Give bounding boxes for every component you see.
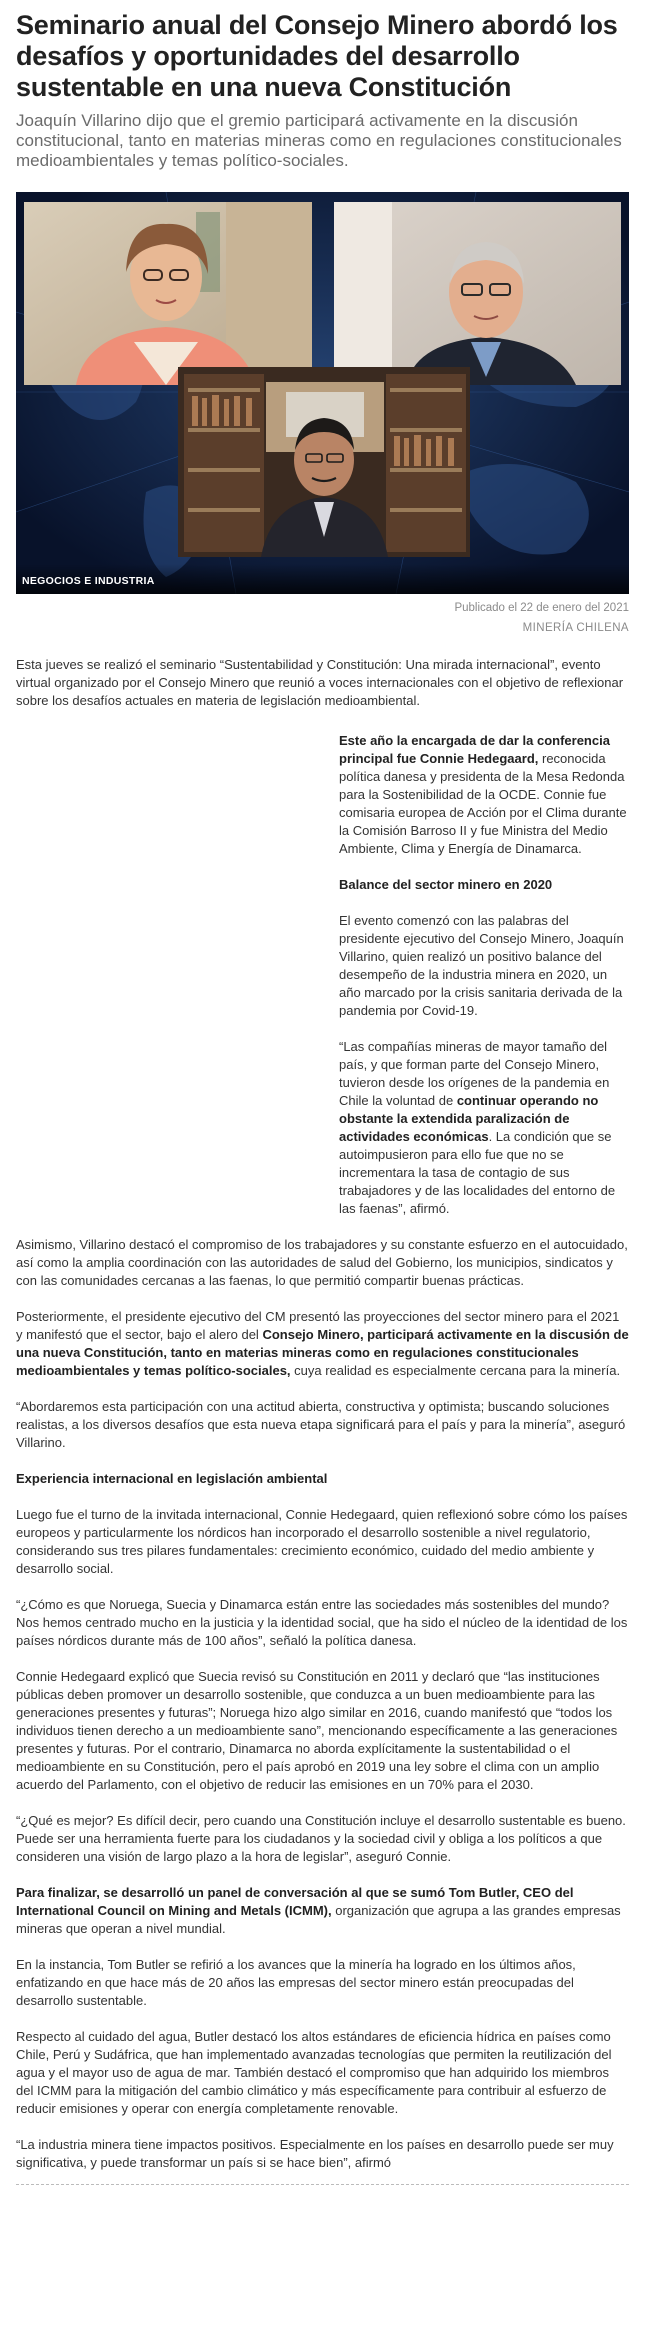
participant-2-video bbox=[334, 202, 621, 385]
hero-image[interactable] bbox=[16, 192, 629, 594]
paragraph-luego: Luego fue el turno de la invitada internacional, Connie Hedegaard, quien reflexionó sobre cómo los países europeos y particularmente los nórdicos han incorporado el desarrollo sostenible a nivel regulatorio, considerando sus tres pilares fundamentales: crecimiento económico, cuidado del medio ambiente y desarrollo social. bbox=[16, 1507, 628, 1576]
paragraph-como: “¿Cómo es que Noruega, Suecia y Dinamarca están entre las sociedades más sostenibles del mundo? Nos hemos centrado mucho en la justicia y la identidad social, que ha sido el núcleo de la identidad de los países nórdicos durante más de 100 años”, señaló la política danesa. bbox=[16, 1597, 628, 1648]
paragraph-intro: Esta jueves se realizó el seminario “Sustentabilidad y Constitución: Una mirada internacional”, evento virtual organizado por el Consejo Minero que reunió a voces internacionales con el objetivo de reflexionar sobre los desafíos actuales en materia de legislación medioambiental. bbox=[16, 657, 624, 708]
paragraph-balance: El evento comenzó con las palabras del presidente ejecutivo del Consejo Minero, Joaquín Villarino, quien realizó un positivo balance del desempeño de la industria minera en 2020, un año marcado por la crisis sanitaria derivada de la pandemia por Covid-19. bbox=[339, 913, 624, 1018]
paragraph-industria: “La industria minera tiene impactos positivos. Especialmente en los países en desarrollo puede ser muy significativa, y puede transformar un país si se hace bien”, afirmó bbox=[16, 2137, 614, 2170]
category-label[interactable]: NEGOCIOS E INDUSTRIA bbox=[22, 575, 155, 587]
quote-highlight: continuar operando no obstante la extendida paralización de actividades económicas bbox=[339, 1093, 599, 1144]
constitution-highlight: Consejo Minero, participará activamente en la discusión de una nueva Constitución, tanto en materias mineras como en regulaciones constitucionales medioambientales y temas político-sociales, bbox=[16, 1327, 629, 1378]
paragraph-instancia: En la instancia, Tom Butler se refirió a los avances que la minería ha logrado en los últimos años, enfatizando en que hace más de 20 años las empresas del sector minero están preocupadas del desarrollo sustentable. bbox=[16, 1957, 576, 2008]
section-title-balance: Balance del sector minero en 2020 bbox=[339, 877, 553, 892]
paragraph-final: Para finalizar, se desarrolló un panel de conversación al que se sumó Tom Butler, CEO del International Council on Mining and Metals (ICMM), organización que agrupa a las grandes empresas mineras que operan a nivel mundial. bbox=[16, 1885, 621, 1936]
participant-1-video bbox=[24, 202, 312, 385]
paragraph-asimismo: Asimismo, Villarino destacó el compromiso de los trabajadores y su constante esfuerzo en el autocuidado, así como la amplia coordinación con las autoridades de salud del Gobierno, los municipios, sindicatos y con las comunidades cercanas a las faenas, lo que permitió compartir buenas prácticas. bbox=[16, 1237, 628, 1288]
article-source: MINERÍA CHILENA bbox=[522, 622, 629, 634]
panel-highlight: Para finalizar, se desarrolló un panel de conversación al que se sumó Tom Butler, CEO del International Council on Mining and Metals (ICMM), bbox=[16, 1885, 574, 1918]
paragraph-que: “¿Qué es mejor? Es difícil decir, pero cuando una Constitución incluye el desarrollo sustentable es bueno. Puede ser una herramienta fuerte para los ciudadanos y la sociedad civil y obliga a los políticos a que consideren una visión de largo plazo a la hora de legislar”, aseguró Connie. bbox=[16, 1813, 626, 1864]
article-body bbox=[16, 656, 629, 2185]
publish-date: Publicado el 22 de enero del 2021 bbox=[454, 602, 629, 614]
paragraph-posteriormente: Posteriormente, el presidente ejecutivo del CM presentó las proyecciones del sector minero para el 2021 y manifestó que el sector, bajo el alero del Consejo Minero, participará activamente en la discusión de una nueva Constitución, tanto en materias mineras como en regulaciones constitucionales medioambientales y temas político-sociales, cuya realidad es especialmente cercana para la minería. bbox=[16, 1309, 629, 1378]
paragraph-connie: Connie Hedegaard explicó que Suecia revisó su Constitución en 2011 y declaró que “las instituciones públicas deben promover un desarrollo sostenible, que conduzca a un buen medioambiente para las generaciones presentes y futuras”; Noruega hizo algo similar en 2016, cuando manifestó que “todos los individuos tienen derecho a un medioambiente sano”, mencionando específicamente a las generaciones presentes y futuras. Por el contrario, Dinamarca no aborda explícitamente la sustentabilidad o el medioambiente en su Constitución, pero el país aprobó en 2019 una ley sobre el clima con un amplio acuerdo del Parlamento, con el objetivo de reducir las emisiones en un 70% para el 2030. bbox=[16, 1669, 618, 1792]
speaker-highlight: Este año la encargada de dar la conferencia principal fue Connie Hedegaard, bbox=[339, 733, 610, 766]
highlight-column bbox=[339, 732, 629, 1218]
participant-3-video bbox=[178, 367, 470, 557]
divider bbox=[16, 2184, 629, 2185]
section-title-experiencia: Experiencia internacional en legislación ambiental bbox=[16, 1471, 328, 1486]
video-call-illustration bbox=[16, 192, 629, 594]
article-subtitle: Joaquín Villarino dijo que el gremio participará activamente en la discusión constitucional, tanto en materias mineras como en regulaciones constitucionales medioambientales y temas político-sociales. bbox=[16, 111, 622, 170]
paragraph-abordaremos: “Abordaremos esta participación con una actitud abierta, constructiva y optimista; buscando soluciones realistas, a los diversos desafíos que esta nueva etapa significará para el país y para la minería”, aseguró Villarino. bbox=[16, 1399, 626, 1450]
article-title: Seminario anual del Consejo Minero abordó los desafíos y oportunidades del desarrollo sustentable en una nueva Constitución bbox=[16, 10, 618, 102]
category-badge[interactable] bbox=[16, 564, 629, 594]
paragraph-quote-partial: “Las compañías mineras de mayor tamaño del país, y que forman parte del Consejo Minero, tuvieron desde los orígenes de la pandemia en Chile la voluntad de continuar operando no obstante la extendida paralización de actividades económicas. La condición que se autoimpusieron para ello fue que no se incrementara la tasa de contagio de sus trabajadores y de las localidades del entorno de las faenas”, afirmó. bbox=[339, 1039, 616, 1216]
paragraph-speaker: Este año la encargada de dar la conferencia principal fue Connie Hedegaard, reconocida política danesa y presidenta de la Mesa Redonda para la Sostenibilidad de la OCDE. Connie fue comisaria europea de Acción por el Clima durante la Comisión Barroso II y fue Ministra del Medio Ambiente, Clima y Energía de Dinamarca. bbox=[339, 733, 627, 856]
paragraph-agua: Respecto al cuidado del agua, Butler destacó los altos estándares de eficiencia hídrica en países como Chile, Perú y Sudáfrica, que han implementado avanzadas tecnologías que permiten la reutilización del agua y el mayor uso de agua de mar. También destacó el compromiso que han adquirido los miembros del ICMM para la mitigación del cambio climático y más específicamente para contribuir al esfuerzo de reducir emisiones y operar con energía completamente renovable. bbox=[16, 2029, 612, 2116]
